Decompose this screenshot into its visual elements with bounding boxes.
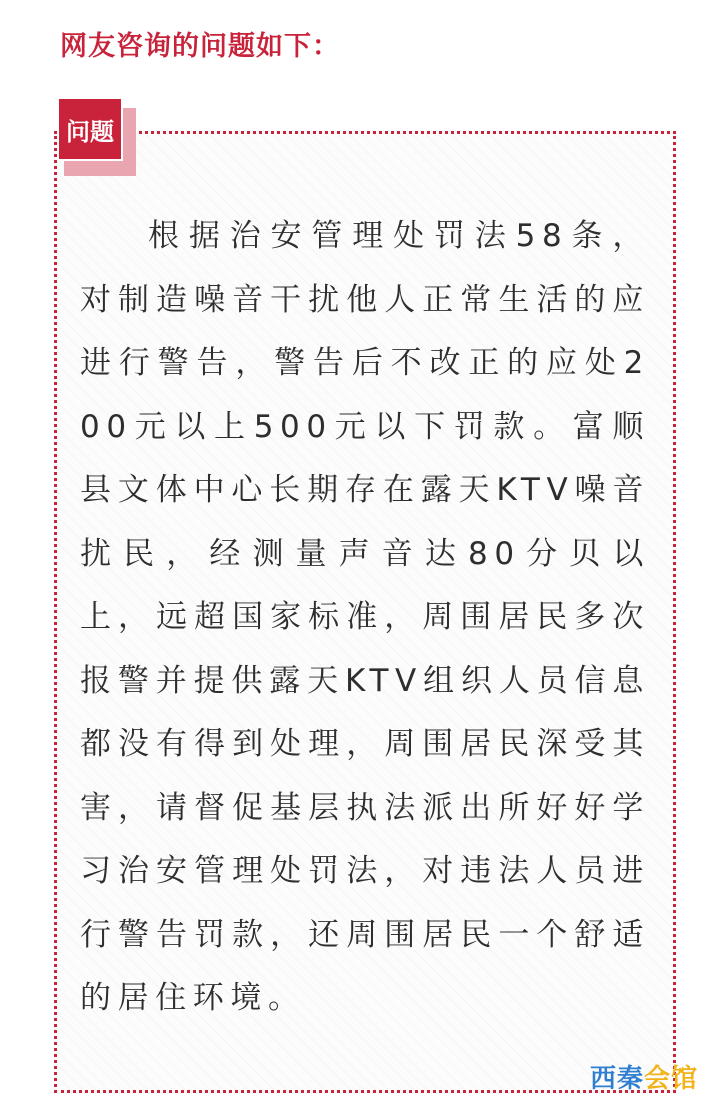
watermark-text-part2: 会馆 [644,1064,699,1094]
watermark-logo [590,1058,698,1095]
watermark-text-part1: 西秦 [590,1064,645,1094]
question-tag: 问题 [57,97,123,161]
section-heading: 网友咨询的问题如下： [60,31,340,62]
question-body: 根据治安管理处罚法58条，对制造噪音干扰他人正常生活的应进行警告，警告后不改正的应处200元以上500元以下罚款。富顺县文体中心长期存在露天KTV噪音扰民，经测量声音达80分贝以上，远超国家标准，周围居民多次报警并提供露天KTV组织人员信息都没有得到处理，周围居民深受其害，请督促基层执法派出所好好学习治安管理处罚法，对违法人员进行警告罚款，还周围居民一个舒适的居住环境。 [80,218,650,1016]
